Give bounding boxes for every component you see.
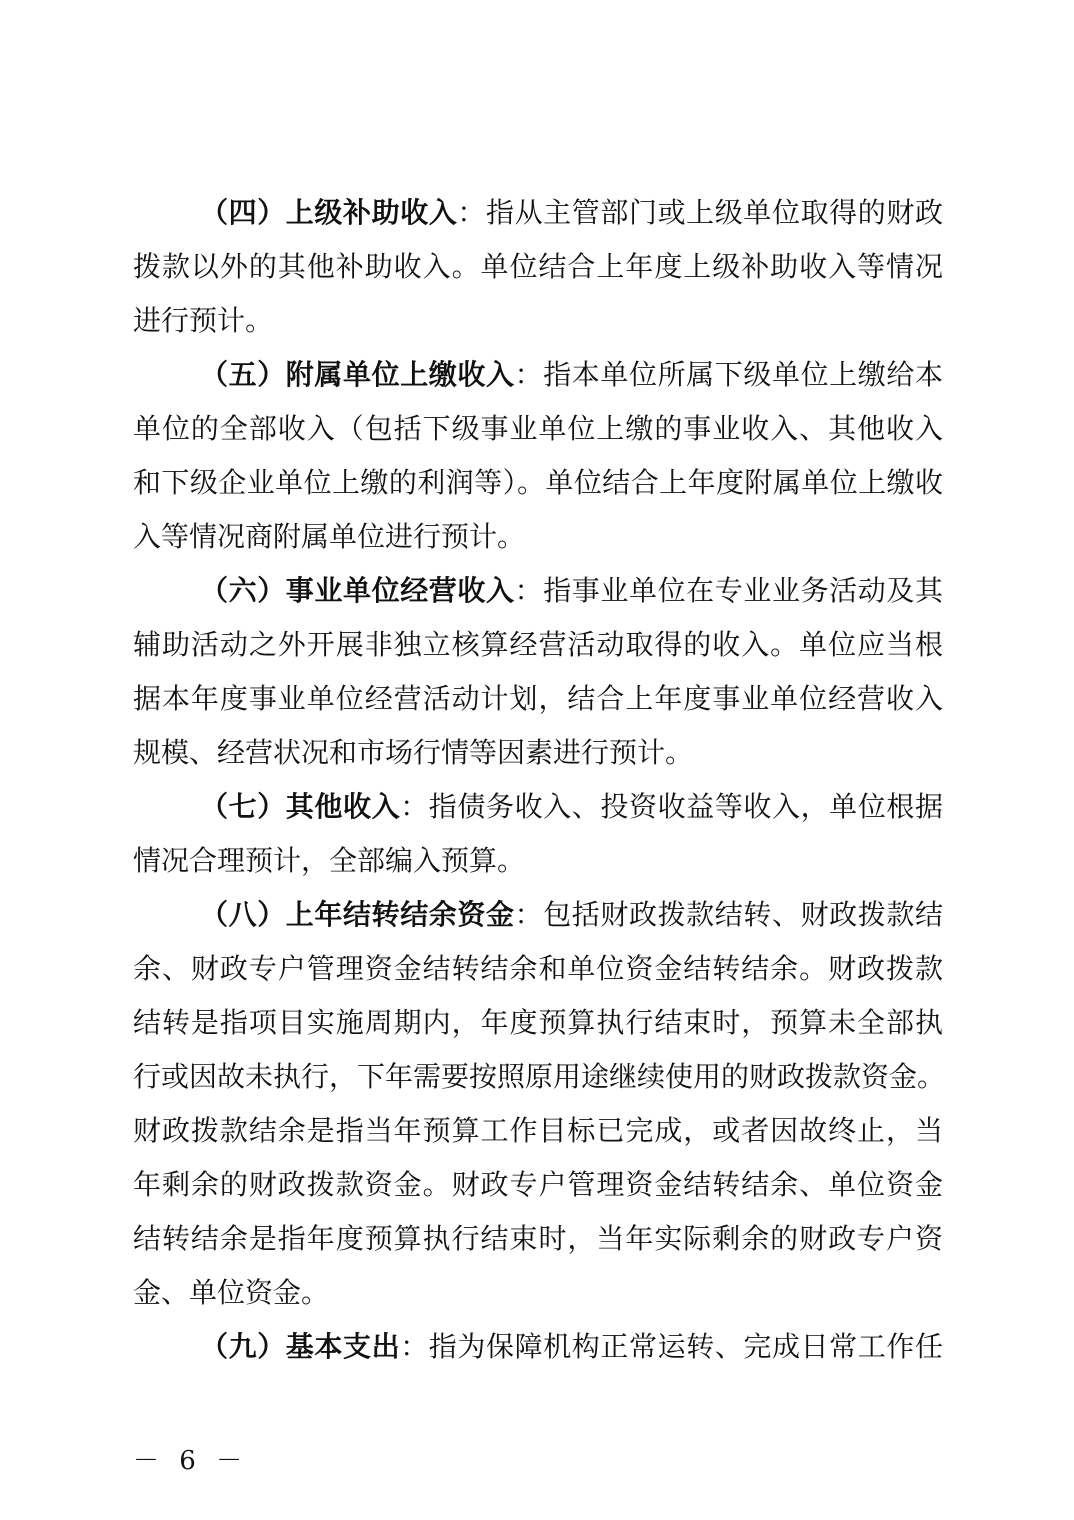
- line-text: 和下级企业单位上缴的利润等）。单位结合上年度附属单位上缴收: [133, 466, 943, 499]
- line-text: 入等情况商附属单位进行预计。: [133, 520, 526, 553]
- text-line: [133, 834, 943, 888]
- paragraph-heading: （六）事业单位经营收入: [200, 574, 515, 607]
- text-line: [133, 240, 943, 294]
- text-line: [133, 1212, 943, 1266]
- paragraph: [133, 888, 946, 1320]
- text-line: [133, 510, 943, 564]
- text-line: [133, 888, 943, 942]
- text-line: [133, 294, 943, 348]
- page-number: － 6 －: [133, 1446, 249, 1476]
- line-text: 结转结余是指年度预算执行结束时，当年实际剩余的财政专户资: [133, 1222, 943, 1255]
- line-text: ：指债务收入、投资收益等收入，单位根据: [400, 790, 943, 823]
- paragraph: [133, 564, 943, 780]
- line-text: ：指从主管部门或上级单位取得的财政: [457, 196, 943, 229]
- text-line: [133, 1104, 943, 1158]
- text-line: [133, 348, 943, 402]
- line-text: 余、财政专户管理资金结转结余和单位资金结转结余。财政拨款: [133, 952, 943, 985]
- paragraph-heading: （七）其他收入: [200, 790, 401, 823]
- text-line: [133, 942, 943, 996]
- text-line: [133, 780, 943, 834]
- paragraph: [133, 1320, 943, 1374]
- line-text: 金、单位资金。: [133, 1276, 330, 1309]
- line-text: 行或因故未执行，下年需要按照原用途继续使用的财政拨款资金。: [133, 1060, 946, 1093]
- paragraph: [133, 780, 943, 888]
- paragraph-heading: （五）附属单位上缴收入: [200, 358, 515, 391]
- paragraph-heading: （八）上年结转结余资金: [200, 898, 515, 931]
- paragraph: [133, 186, 943, 348]
- paragraph: [133, 348, 943, 564]
- text-line: [133, 1158, 943, 1212]
- text-line: [133, 1266, 943, 1320]
- text-line: [133, 618, 943, 672]
- line-text: 辅助活动之外开展非独立核算经营活动取得的收入。单位应当根: [133, 628, 943, 661]
- line-text: 财政拨款结余是指当年预算工作目标已完成，或者因故终止，当: [133, 1114, 943, 1147]
- text-line: [133, 402, 943, 456]
- line-text: 拨款以外的其他补助收入。单位结合上年度上级补助收入等情况: [133, 250, 943, 283]
- text-line: [133, 996, 943, 1050]
- paragraph-heading: （四）上级补助收入: [200, 196, 458, 229]
- document-body: [133, 186, 946, 1374]
- text-line: [133, 564, 943, 618]
- text-line: [133, 456, 943, 510]
- line-text: ：指事业单位在专业业务活动及其: [514, 574, 943, 607]
- line-text: 年剩余的财政拨款资金。财政专户管理资金结转结余、单位资金: [133, 1168, 943, 1201]
- line-text: ：包括财政拨款结转、财政拨款结: [514, 898, 943, 931]
- line-text: 据本年度事业单位经营活动计划，结合上年度事业单位经营收入: [133, 682, 943, 715]
- text-line: [133, 186, 943, 240]
- text-line: [133, 1320, 943, 1374]
- line-text: 进行预计。: [133, 304, 274, 337]
- line-text: 单位的全部收入（包括下级事业单位上缴的事业收入、其他收入: [133, 412, 943, 445]
- line-text: ：指为保障机构正常运转、完成日常工作任: [400, 1330, 943, 1363]
- paragraph-heading: （九）基本支出: [200, 1330, 401, 1363]
- line-text: 规模、经营状况和市场行情等因素进行预计。: [133, 736, 694, 769]
- line-text: ：指本单位所属下级单位上缴给本: [514, 358, 943, 391]
- line-text: 情况合理预计，全部编入预算。: [133, 844, 526, 877]
- line-text: 结转是指项目实施周期内，年度预算执行结束时，预算未全部执: [133, 1006, 943, 1039]
- text-line: [133, 726, 943, 780]
- text-line: [133, 672, 943, 726]
- text-line: [133, 1050, 946, 1104]
